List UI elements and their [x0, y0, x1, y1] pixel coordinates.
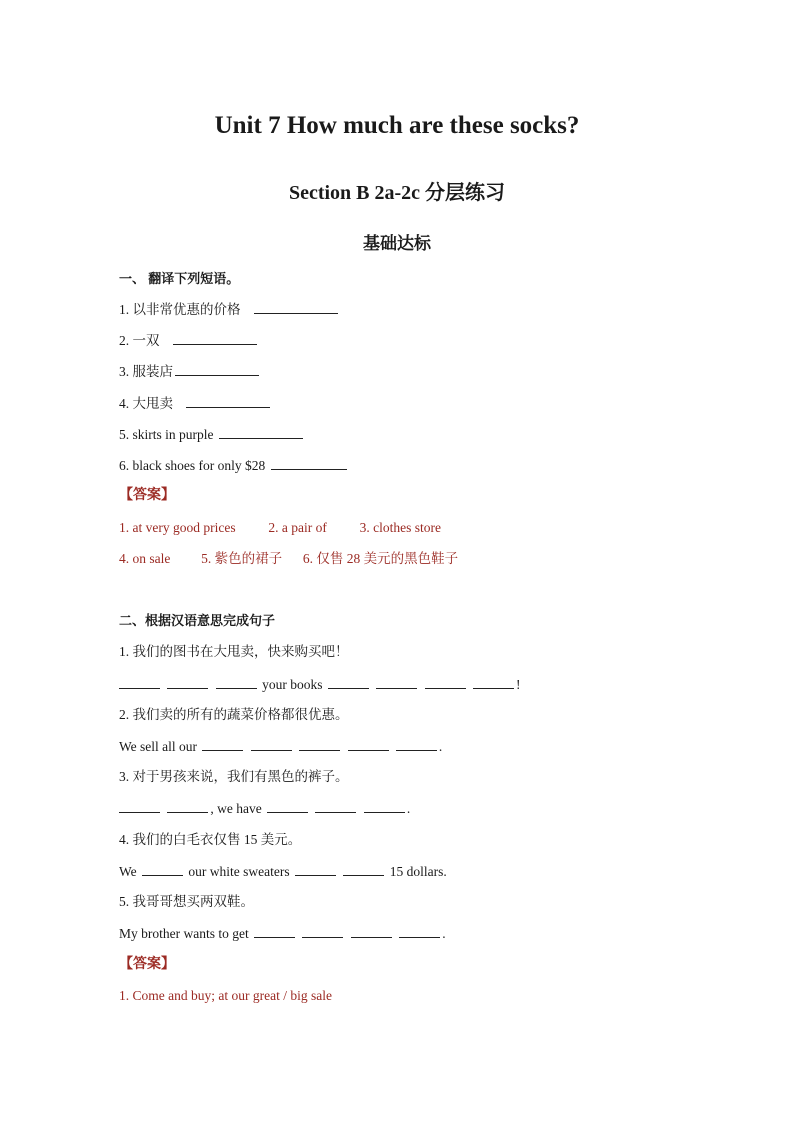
- answer-6: 6. 仅售 28 美元的黑色鞋子: [302, 551, 459, 566]
- answer-blank[interactable]: [396, 737, 437, 751]
- sentence-text: .: [438, 739, 443, 754]
- part1-item-1: [119, 300, 340, 319]
- q2-chinese: 2. 我们卖的所有的蔬菜价格都很优惠。: [119, 707, 349, 722]
- sentence-text: , we have: [210, 801, 262, 816]
- item-text: 1. 以非常优惠的价格: [119, 302, 241, 317]
- answer-blank[interactable]: [473, 675, 514, 689]
- item-text: 5. skirts in purple: [119, 427, 214, 442]
- part2-answer-label: 【答案】: [119, 957, 175, 972]
- item-text: 3. 服装店: [119, 364, 173, 379]
- level-heading: 基础达标: [363, 234, 431, 253]
- part1-item-3: [119, 362, 261, 381]
- answer-2: 2. a pair of: [268, 520, 327, 535]
- part1-item-2: [119, 331, 259, 350]
- answer-blank[interactable]: [119, 675, 160, 689]
- answer-blank[interactable]: [425, 675, 466, 689]
- answer-4: 4. on sale: [119, 551, 171, 566]
- answer-blank[interactable]: [167, 675, 208, 689]
- answer-blank[interactable]: [299, 737, 340, 751]
- answer-blank[interactable]: [251, 737, 292, 751]
- sentence-text: .: [442, 926, 446, 941]
- answer-blank[interactable]: [343, 862, 384, 876]
- answer-blank[interactable]: [175, 362, 259, 376]
- item-text: 6. black shoes for only $28: [119, 458, 266, 473]
- item-text: 4. 大甩卖: [119, 396, 173, 411]
- q5-chinese: 5. 我哥哥想买两双鞋。: [119, 894, 254, 909]
- sentence-text: 15 dollars.: [389, 864, 447, 879]
- answer-blank[interactable]: [216, 675, 257, 689]
- answer-blank[interactable]: [186, 394, 270, 408]
- sentence-text: We sell all our: [119, 739, 198, 754]
- answer-blank[interactable]: [254, 300, 338, 314]
- answer-blank[interactable]: [376, 675, 417, 689]
- q5-sentence: [119, 924, 446, 943]
- answer-3: 3. clothes store: [359, 520, 441, 535]
- answer-blank[interactable]: [302, 924, 343, 938]
- part1-answers-row-2: [119, 550, 458, 568]
- answer-blank[interactable]: [351, 924, 392, 938]
- q1-sentence: [119, 675, 521, 694]
- part1-heading: 一、 翻译下列短语。: [119, 271, 240, 286]
- sentence-text: We: [119, 864, 137, 879]
- part1-answers-row-1: [119, 519, 441, 537]
- answer-blank[interactable]: [119, 799, 160, 813]
- item-text: 2. 一双: [119, 333, 160, 348]
- answer-blank[interactable]: [348, 737, 389, 751]
- answer-blank[interactable]: [328, 675, 369, 689]
- part1-item-6: [119, 456, 349, 475]
- part1-item-4: [119, 394, 272, 413]
- answer-blank[interactable]: [364, 799, 405, 813]
- part1-item-5: [119, 425, 305, 444]
- sentence-text: !: [516, 677, 521, 692]
- sentence-text: .: [406, 801, 411, 816]
- page-title: Unit 7 How much are these socks?: [214, 112, 580, 139]
- answer-blank[interactable]: [254, 924, 295, 938]
- answer-blank[interactable]: [315, 799, 356, 813]
- q3-chinese: 3. 对于男孩来说，我们有黑色的裤子。: [119, 769, 349, 784]
- answer-blank[interactable]: [271, 456, 347, 470]
- answer-blank[interactable]: [202, 737, 243, 751]
- part1-answer-label: 【答案】: [119, 488, 175, 503]
- sentence-text: My brother wants to get: [119, 926, 249, 941]
- q1-chinese: 1. 我们的图书在大甩卖，快来购买吧！: [119, 644, 349, 659]
- section-subtitle: Section B 2a-2c 分层练习: [288, 182, 506, 204]
- answer-blank[interactable]: [219, 425, 303, 439]
- answer-blank[interactable]: [295, 862, 336, 876]
- answer-blank[interactable]: [399, 924, 440, 938]
- answer-blank[interactable]: [142, 862, 183, 876]
- sentence-text: your books: [262, 677, 323, 692]
- part2-heading: 二、根据汉语意思完成句子: [119, 613, 276, 628]
- answer-blank[interactable]: [267, 799, 308, 813]
- answer-blank[interactable]: [173, 331, 257, 345]
- q2-sentence: [119, 737, 442, 756]
- part2-answer-1: 1. Come and buy; at our great / big sale: [119, 988, 332, 1003]
- answer-1: 1. at very good prices: [119, 520, 236, 535]
- answer-blank[interactable]: [167, 799, 208, 813]
- q4-sentence: [119, 862, 447, 881]
- sentence-text: our white sweaters: [188, 864, 290, 879]
- answer-5: 5. 紫色的裙子: [201, 551, 283, 566]
- q3-sentence: [119, 799, 410, 818]
- q4-chinese: 4. 我们的白毛衣仅售 15 美元。: [119, 832, 302, 847]
